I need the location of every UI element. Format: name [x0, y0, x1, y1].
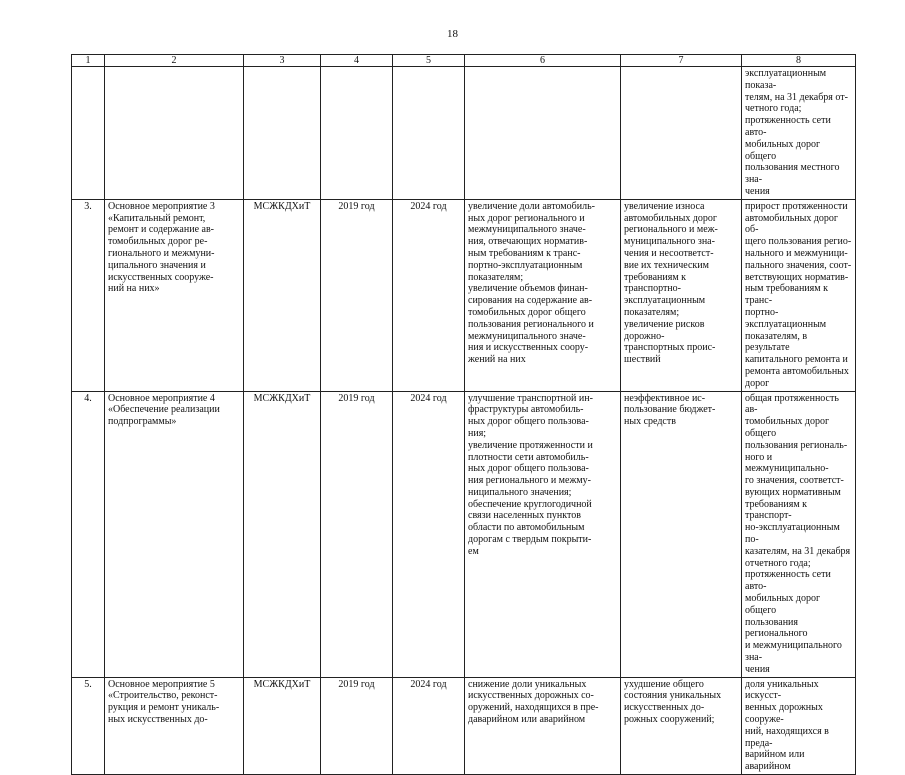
end-year-cell: 2024 год [393, 199, 465, 391]
expected-result-cell: увеличение доли автомобиль- ных дорог регионального и межмуниципального значе- ния, отвечающих норматив- ным требованиям к транс- портно-эксплуатационным показателям; увеличение объемов финан- сирования на содержание ав- томобильных дорог общего пользования регионального и межмуниципального значе- ния и искусственных соору- жений на них [465, 199, 621, 391]
executor-cell [244, 67, 321, 200]
start-year-cell [321, 67, 393, 200]
column-header: 6 [465, 55, 621, 67]
table-row [72, 391, 856, 677]
end-year-cell [393, 67, 465, 200]
indicator-cell: прирост протяженности автомобильных дорог об- щего пользования регио- нального и межмуници- пального значения, соот- ветствующих норматив- ным требованиям к транс- портно-эксплуатационным показателям, в результате капитального ремонта и ремонта автомобильных дорог [742, 199, 856, 391]
activity-name: Основное мероприятие 4 «Обеспечение реализации подпрограммы» [105, 391, 244, 677]
executor-cell: МСЖКДХиТ [244, 199, 321, 391]
table-row [72, 67, 856, 200]
header-row [72, 55, 856, 67]
program-table [71, 54, 856, 775]
table-row [72, 199, 856, 391]
executor-cell: МСЖКДХиТ [244, 677, 321, 774]
end-year-cell: 2024 год [393, 677, 465, 774]
indicator-cell: доля уникальных искусст- венных дорожных сооруже- ний, находящихся в преда- варийном или аварийном [742, 677, 856, 774]
column-header: 8 [742, 55, 856, 67]
indicator-cell: общая протяженность ав- томобильных дорог общего пользования региональ- ного и межмуниципально- го значения, соответст- вующих нормативным требованиям к транспорт- но-эксплуатационным по- казателям, на 31 декабря отчетного года; протяженность сети авто- мобильных дорог общего пользования регионального и межмуниципального зна- чения [742, 391, 856, 677]
activity-name: Основное мероприятие 5 «Строительство, реконст- рукция и ремонт уникаль- ных искусственных до- [105, 677, 244, 774]
start-year-cell: 2019 год [321, 391, 393, 677]
row-number: 5. [72, 677, 105, 774]
expected-result-cell: снижение доли уникальных искусственных дорожных со- оружений, находящихся в пре- даварийном или аварийном [465, 677, 621, 774]
consequence-cell: неэффективное ис- пользование бюджет- ных средств [621, 391, 742, 677]
column-header: 4 [321, 55, 393, 67]
consequence-cell: увеличение износа автомобильных дорог регионального и меж- муниципального зна- чения и несоответст- вие их техническим требованиям к транспортно- эксплуатационным показателям; увеличение рисков дорожно- транспортных проис- шествий [621, 199, 742, 391]
column-header: 7 [621, 55, 742, 67]
start-year-cell: 2019 год [321, 677, 393, 774]
executor-cell: МСЖКДХиТ [244, 391, 321, 677]
column-header: 1 [72, 55, 105, 67]
row-number [72, 67, 105, 200]
indicator-cell: эксплуатационным показа- телям, на 31 декабря от- четного года; протяженность сети авто- мобильных дорог общего пользования местного зна- чения [742, 67, 856, 200]
row-number: 3. [72, 199, 105, 391]
column-header: 5 [393, 55, 465, 67]
activity-name: Основное мероприятие 3 «Капитальный ремонт, ремонт и содержание ав- томобильных дорог ре- гионального и межмуни- ципального значения и искусственных сооруже- ний на них» [105, 199, 244, 391]
start-year-cell: 2019 год [321, 199, 393, 391]
expected-result-cell [465, 67, 621, 200]
consequence-cell [621, 67, 742, 200]
row-number: 4. [72, 391, 105, 677]
page-number: 18 [447, 28, 458, 40]
consequence-cell: ухудшение общего состояния уникальных искусственных до- рожных сооружений; [621, 677, 742, 774]
column-header: 3 [244, 55, 321, 67]
column-header: 2 [105, 55, 244, 67]
expected-result-cell: улучшение транспортной ин- фраструктуры автомобиль- ных дорог общего пользова- ния; увеличение протяженности и плотности сети автомобиль- ных дорог общего пользова- ния регионального и межму- ниципального значения; обеспечение круглогодичной связи населенных пунктов области по автомобильным дорогам с твердым покрыти- ем [465, 391, 621, 677]
table-row [72, 677, 856, 774]
end-year-cell: 2024 год [393, 391, 465, 677]
activity-name [105, 67, 244, 200]
